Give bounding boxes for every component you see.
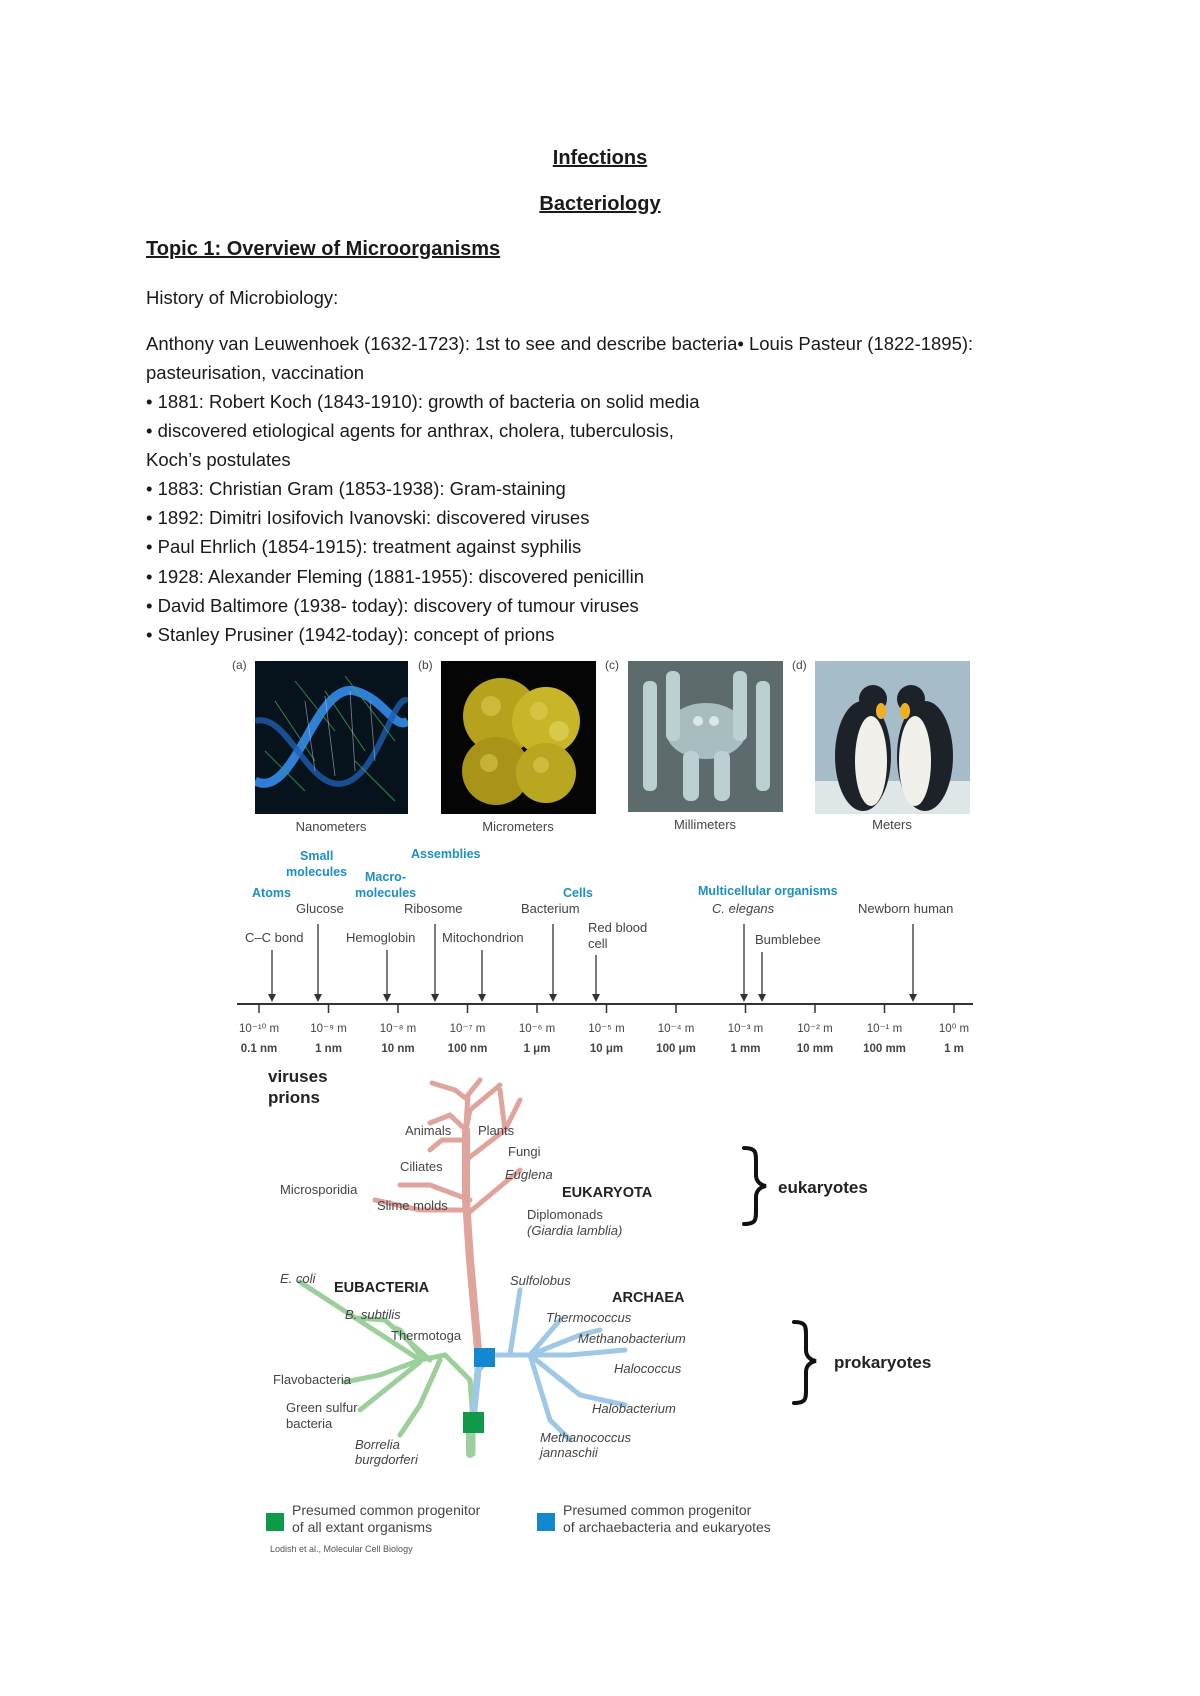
scale-tick-unit: 100 mm xyxy=(863,1043,906,1055)
item-c-elegans: C. elegans xyxy=(712,901,775,916)
legend-blue-label: Presumed common progenitor xyxy=(563,1502,752,1518)
eukaryotes-brace xyxy=(744,1148,766,1224)
viruses-label: viruses xyxy=(268,1067,328,1086)
taxon-diplomonads: Diplomonads xyxy=(527,1207,603,1222)
item-cc-bond: C–C bond xyxy=(245,930,304,945)
scale-tick-exponent: 10⁻⁵ m xyxy=(588,1023,625,1035)
legend-green-swatch xyxy=(266,1513,284,1531)
item-glucose: Glucose xyxy=(296,901,344,916)
common-progenitor-marker xyxy=(463,1412,484,1433)
topic-heading: Topic 1: Overview of Microorganisms xyxy=(146,238,501,260)
taxon-euglena: Euglena xyxy=(505,1167,553,1182)
scale-tick-exponent: 10⁻¹⁰ m xyxy=(238,1023,280,1035)
history-line: • Stanley Prusiner (1942-today): concept of prions xyxy=(146,624,555,645)
taxon-borrelia: burgdorferi xyxy=(355,1452,418,1467)
history-line: • 1928: Alexander Fleming (1881-1955): discovered penicillin xyxy=(146,566,645,587)
scale-tick-unit: 0.1 nm xyxy=(240,1043,278,1055)
citation: Lodish et al., Molecular Cell Biology xyxy=(270,1544,413,1554)
domain-eukaryota: EUKARYOTA xyxy=(562,1185,653,1201)
history-line: pasteurisation, vaccination xyxy=(146,362,365,383)
taxon-microsporidia: Microsporidia xyxy=(280,1182,358,1197)
history-line: • discovered etiological agents for anthrax, cholera, tuberculosis, xyxy=(146,420,674,441)
scale-tick-unit: 10 nm xyxy=(381,1043,415,1055)
group-prokaryotes: prokaryotes xyxy=(834,1353,932,1372)
taxon-b-subtilis: B. subtilis xyxy=(345,1307,401,1322)
scale-tick-unit: 1 nm xyxy=(315,1043,342,1055)
scale-tick-unit: 1 mm xyxy=(730,1043,761,1055)
scale-tick-exponent: 10⁻³ m xyxy=(727,1023,764,1035)
category-small-molecules: molecules xyxy=(286,865,348,879)
scale-tick-exponent: 10⁻⁸ m xyxy=(379,1023,417,1035)
category-atoms: Atoms xyxy=(252,886,291,900)
taxon-borrelia: Borrelia xyxy=(355,1437,400,1452)
history-line: Anthony van Leuwenhoek (1632-1723): 1st to see and describe bacteria• Louis Pasteur (1822-1895): xyxy=(146,333,974,354)
taxon-halococcus: Halococcus xyxy=(614,1361,682,1376)
legend-blue-label: of archaebacteria and eukaryotes xyxy=(563,1519,771,1535)
photo-caption-meters: Meters xyxy=(872,817,912,832)
item-bacterium: Bacterium xyxy=(521,901,580,916)
taxon-thermococcus: Thermococcus xyxy=(546,1310,632,1325)
category-macromolecules: Macro- xyxy=(365,870,406,884)
item-red-blood-cell: Red blood xyxy=(588,920,648,935)
taxon-sulfolobus: Sulfolobus xyxy=(510,1273,571,1288)
taxon-animals: Animals xyxy=(405,1123,452,1138)
scale-tick-unit: 100 nm xyxy=(447,1043,488,1055)
photo-caption-millimeters: Millimeters xyxy=(673,817,737,832)
history-line: • 1883: Christian Gram (1853-1938): Gram-staining xyxy=(146,478,566,499)
legend-green-label: of all extant organisms xyxy=(292,1519,433,1535)
scale-tick-unit: 1 m xyxy=(944,1043,964,1055)
taxon-green-sulfur-bacteria: bacteria xyxy=(286,1416,333,1431)
scale-tick-exponent: 10⁻⁷ m xyxy=(449,1023,486,1035)
item-ribosome: Ribosome xyxy=(404,901,463,916)
legend-green-label: Presumed common progenitor xyxy=(292,1502,481,1518)
scale-tick-exponent: 10⁻⁹ m xyxy=(310,1023,347,1035)
category-macromolecules: molecules xyxy=(355,886,417,900)
domain-eubacteria: EUBACTERIA xyxy=(334,1280,430,1296)
category-assemblies: Assemblies xyxy=(411,847,481,861)
photo-caption-micrometers: Micrometers xyxy=(482,819,554,834)
scale-tick-unit: 100 μm xyxy=(656,1043,696,1055)
category-small-molecules: Small xyxy=(300,849,334,863)
taxon-slime-molds: Slime molds xyxy=(377,1198,448,1213)
page-subtitle: Bacteriology xyxy=(539,193,661,215)
photo-label-b: (b) xyxy=(418,658,433,672)
history-line: • 1881: Robert Koch (1843-1910): growth of bacteria on solid media xyxy=(146,391,700,412)
item-mitochondrion: Mitochondrion xyxy=(442,930,524,945)
legend-blue-swatch xyxy=(537,1513,555,1531)
history-line: • David Baltimore (1938- today): discovery of tumour viruses xyxy=(146,595,639,616)
prokaryotes-brace xyxy=(794,1322,816,1403)
taxon-green-sulfur-bacteria: Green sulfur xyxy=(286,1400,358,1415)
history-line: Koch’s postulates xyxy=(146,449,291,470)
scale-tick-exponent: 10⁻⁴ m xyxy=(657,1023,695,1035)
taxon-ciliates: Ciliates xyxy=(400,1159,443,1174)
item-newborn-human: Newborn human xyxy=(858,901,954,916)
item-red-blood-cell: cell xyxy=(588,936,608,951)
taxon-thermotoga: Thermotoga xyxy=(391,1328,462,1343)
scale-tick-exponent: 10⁻² m xyxy=(797,1023,833,1035)
group-eukaryotes: eukaryotes xyxy=(778,1178,868,1197)
prions-label: prions xyxy=(268,1088,320,1107)
taxon-plants: Plants xyxy=(478,1123,515,1138)
category-multicellular: Multicellular organisms xyxy=(698,884,838,898)
scale-tick-unit: 10 μm xyxy=(589,1043,624,1055)
taxon-fungi: Fungi xyxy=(508,1144,541,1159)
section-heading: History of Microbiology: xyxy=(146,287,339,308)
archaea-eukaryote-progenitor-marker xyxy=(474,1348,495,1367)
taxon-methanococcus: Methanococcus xyxy=(540,1430,632,1445)
page-title: Infections xyxy=(552,147,648,169)
photo-label-c: (c) xyxy=(605,658,619,672)
photo-label-a: (a) xyxy=(232,658,247,672)
history-line: • Paul Ehrlich (1854-1915): treatment against syphilis xyxy=(146,536,582,557)
taxon-e-coli: E. coli xyxy=(280,1271,316,1286)
taxon-methanobacterium: Methanobacterium xyxy=(578,1331,686,1346)
taxon-giardia: (Giardia lamblia) xyxy=(527,1223,623,1238)
taxon-flavobacteria: Flavobacteria xyxy=(273,1372,352,1387)
history-line: • 1892: Dimitri Iosifovich Ivanovski: discovered viruses xyxy=(146,507,590,528)
scale-tick-exponent: 10⁻⁶ m xyxy=(518,1023,556,1035)
scale-tick-exponent: 10⁰ m xyxy=(938,1023,970,1035)
category-cells: Cells xyxy=(563,886,593,900)
scale-tick-unit: 10 mm xyxy=(796,1043,834,1055)
item-bumblebee: Bumblebee xyxy=(755,932,821,947)
scale-tick-unit: 1 μm xyxy=(523,1043,551,1055)
item-hemoglobin: Hemoglobin xyxy=(346,930,416,945)
taxon-halobacterium: Halobacterium xyxy=(592,1401,676,1416)
photo-label-d: (d) xyxy=(792,658,807,672)
domain-archaea: ARCHAEA xyxy=(612,1290,685,1306)
taxon-methanococcus: jannaschii xyxy=(540,1445,598,1460)
photo-caption-nanometers: Nanometers xyxy=(295,819,367,834)
scale-tick-exponent: 10⁻¹ m xyxy=(866,1023,903,1035)
